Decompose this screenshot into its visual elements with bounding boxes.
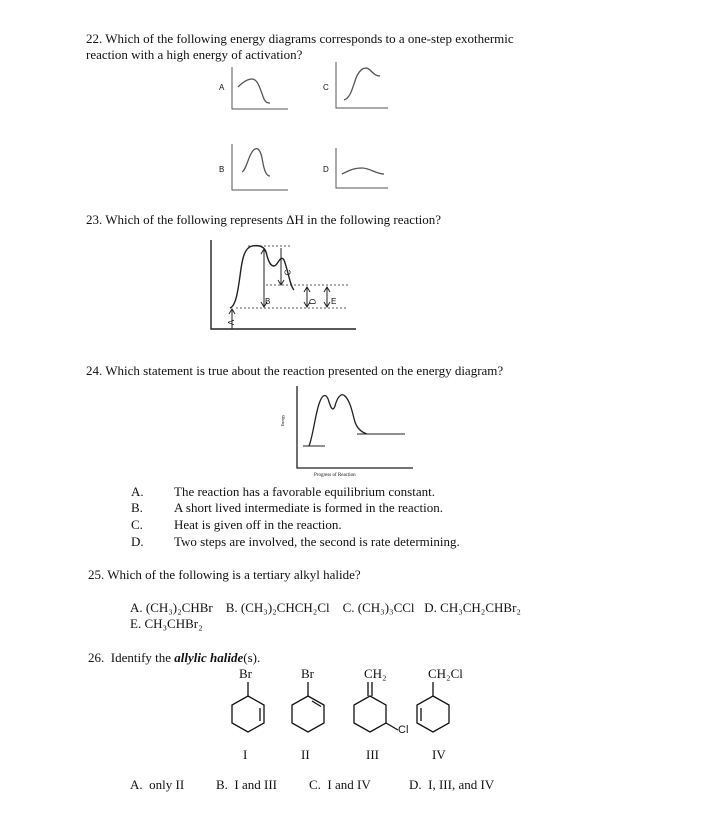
structure-iv [417, 682, 449, 732]
struct-label-br-1: Br [239, 666, 252, 681]
q23-energy-diagram [208, 240, 358, 332]
q22-text-line2: reaction with a high energy of activation? [86, 47, 303, 62]
struct-label-cl: Cl [398, 724, 409, 736]
q25-options-line2: E. CH₃CHBr₂ [130, 616, 203, 631]
option-text: The reaction has a favorable equilibrium constant. [174, 484, 435, 499]
q26-numeral-ii: II [301, 747, 310, 762]
q24-x-axis-label: Progress of Reaction [314, 473, 356, 478]
structure-iii [354, 682, 398, 732]
struct-label-br-2: Br [301, 666, 314, 681]
q24-text: 24. Which statement is true about the reaction presented on the energy diagram? [86, 363, 504, 378]
q25-options-line1: A. (CH₃)₂CHBr B. (CH₃)₂CHCH₂Cl C. (CH₃)₃CCl D. CH₃CH₂CHBr₂ [130, 600, 521, 615]
q22-text-line1: 22. Which of the following energy diagrams corresponds to a one-step exothermic [86, 31, 514, 46]
option-letter: C. [131, 517, 143, 532]
structure-i [232, 682, 264, 732]
q22-label-a: A [219, 83, 225, 92]
option-letter: B. [131, 500, 143, 515]
q23-text: 23. Which of the following represents ΔH in the following reaction? [86, 212, 442, 227]
q23-label-c: C [283, 269, 293, 276]
q22-diagram-b [230, 144, 290, 192]
q26-answer-b[interactable]: B. I and III [216, 777, 278, 792]
q23-label-a: A [227, 319, 237, 326]
q26-answer-c[interactable]: C. I and IV [309, 777, 371, 792]
q26-suffix: (s). [243, 650, 261, 665]
q26-numeral-iv: IV [432, 747, 446, 762]
q26-emphasis: allylic halide [174, 650, 244, 665]
q26-answer-a[interactable]: A. only II [130, 777, 185, 792]
q26-numeral-iii: III [366, 747, 379, 762]
option-text: Heat is given off in the reaction. [174, 517, 342, 532]
q22-label-d: D [323, 165, 329, 174]
q26-answer-d[interactable]: D. I, III, and IV [409, 777, 495, 792]
q22-diagram-a [230, 67, 290, 111]
q22-diagram-d [334, 148, 390, 190]
structure-ii [292, 682, 324, 732]
option-letter: D. [131, 534, 144, 549]
q26-numeral-i: I [243, 747, 248, 762]
q23-label-d: D [308, 298, 318, 305]
q23-label-e: E [331, 297, 337, 306]
q26-prefix: 26. Identify the [88, 650, 175, 665]
q22-diagram-c [334, 62, 390, 110]
q25-text: 25. Which of the following is a tertiary alkyl halide? [88, 567, 361, 582]
q24-energy-diagram [295, 386, 415, 470]
struct-label-ch2cl: CH₂Cl [428, 666, 463, 681]
option-text: Two steps are involved, the second is rate determining. [174, 534, 460, 549]
q22-label-c: C [323, 83, 329, 92]
q24-y-axis-label: Energy [280, 414, 286, 427]
option-letter: A. [131, 484, 144, 499]
q22-label-b: B [219, 165, 225, 174]
struct-label-ch2: CH₂ [364, 666, 387, 681]
q26-text [88, 650, 260, 666]
option-text: A short lived intermediate is formed in the reaction. [174, 500, 443, 515]
q23-label-b: B [265, 297, 271, 306]
q26-structures [220, 682, 470, 742]
